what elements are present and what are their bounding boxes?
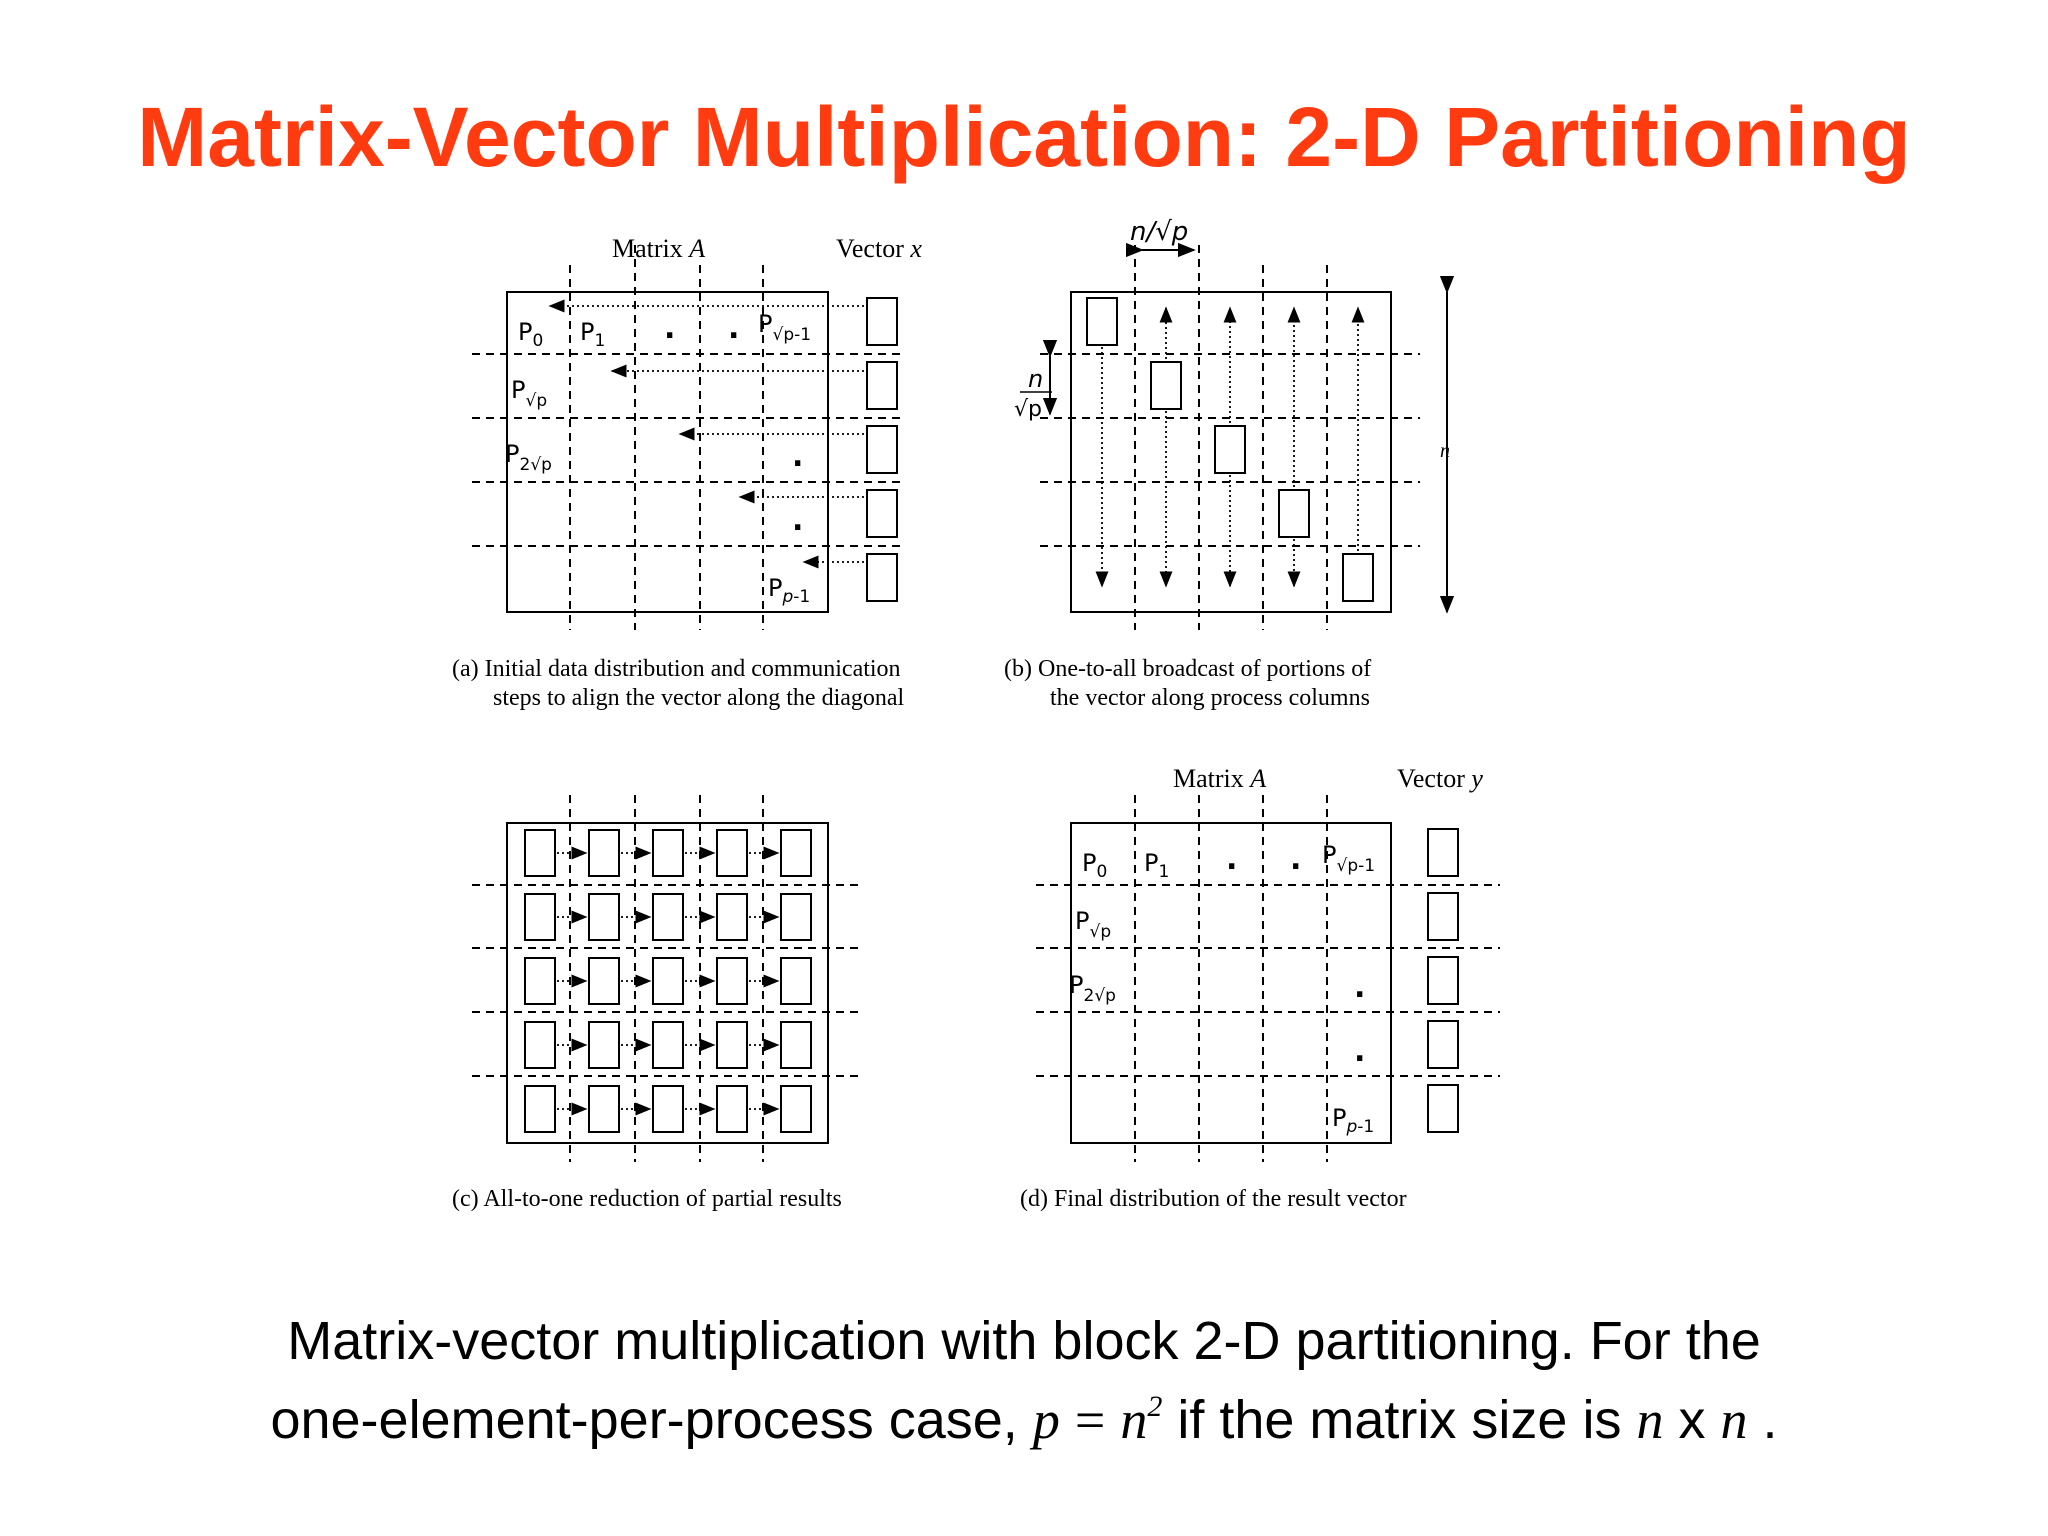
panel-b: [1004, 217, 1450, 711]
panel-b-caption-line1: (b) One-to-all broadcast of portions of: [1004, 656, 1372, 682]
partial-result-block: [717, 1022, 747, 1068]
partial-result-block: [717, 1086, 747, 1132]
partial-result-block: [717, 894, 747, 940]
svg-text:.: .: [1354, 970, 1366, 1005]
partial-result-block: [525, 958, 555, 1004]
partial-result-block: [781, 1086, 811, 1132]
svg-text:P1: $P_1$: [580, 318, 606, 351]
svg-text:Pp-1: $P_p-1$: [1332, 1104, 1375, 1137]
partial-result-block: [781, 894, 811, 940]
partial-result-block: [781, 958, 811, 1004]
svg-text:.: .: [1290, 842, 1302, 877]
svg-text:P0: $P_0$: [1082, 849, 1108, 882]
panel-d: [1020, 764, 1500, 1212]
slide-title: Matrix-Vector Multiplication: 2-D Partitioning: [137, 90, 1911, 184]
svg-text:P2√p: $P_2√p$: [1069, 971, 1116, 1006]
partial-result-block: [589, 958, 619, 1004]
panel-d-vector-y: [1428, 829, 1458, 1132]
panel-a-dots: [664, 311, 803, 538]
svg-text:Pp-1: $P_p-1$: [768, 574, 811, 607]
panel-b-n-label: n: [1440, 440, 1450, 462]
partial-result-block: [525, 1086, 555, 1132]
panel-b-height-label: [1014, 356, 1052, 422]
partial-result-block: [653, 958, 683, 1004]
svg-text:.: .: [792, 503, 804, 538]
description-line-2: one-element-per-process case, $p = n^2$ if the matrix size is n x n .: [270, 1390, 1778, 1450]
partial-result-block: [525, 1022, 555, 1068]
svg-text:P√p: $P_{√p}$: [511, 376, 548, 411]
svg-text:P√p-1: $P_{√p}-1$: [758, 310, 812, 345]
svg-text:.: .: [664, 311, 676, 346]
svg-text:.: .: [1226, 842, 1238, 877]
partial-result-block: [589, 894, 619, 940]
partial-result-block: [653, 830, 683, 876]
partial-result-block: [717, 830, 747, 876]
partial-result-block: [653, 894, 683, 940]
partial-result-block: [781, 1022, 811, 1068]
partial-result-block: [717, 958, 747, 1004]
svg-text:.: .: [1354, 1034, 1366, 1069]
panel-b-caption-line2: the vector along process columns: [1050, 685, 1370, 711]
svg-text:P√p: $P_{√p}$: [1075, 907, 1112, 942]
partial-result-block: [525, 830, 555, 876]
panel-b-width-label: n/√p: [1130, 217, 1189, 247]
partial-result-block: [653, 1086, 683, 1132]
svg-text:P1: $P_1$: [1144, 849, 1170, 882]
panel-d-vector-header: Vector y: [1397, 764, 1483, 793]
panel-a-caption-line1: (a) Initial data distribution and communication: [452, 656, 901, 682]
partial-result-block: [781, 830, 811, 876]
panel-d-matrix-header: Matrix A: [1173, 764, 1267, 793]
panel-d-dots: [1226, 842, 1365, 1069]
panel-c-caption: (c) All-to-one reduction of partial results: [452, 1186, 842, 1212]
partial-result-block: [589, 1022, 619, 1068]
svg-text:P2√p: $P_2√p$: [505, 440, 552, 475]
panel-a-matrix-header: Matrix A: [612, 234, 706, 263]
panel-c: [452, 795, 860, 1212]
partial-result-block: [525, 894, 555, 940]
panel-a-vector-x: [867, 298, 897, 601]
svg-text:n: n: [1028, 365, 1044, 393]
panel-d-caption: (d) Final distribution of the result vector: [1020, 1186, 1407, 1212]
partial-result-block: [589, 830, 619, 876]
panel-a-grid: [472, 245, 900, 630]
svg-text:.: .: [792, 439, 804, 474]
panel-a-vector-header: Vector x: [836, 234, 922, 263]
svg-text:.: .: [728, 311, 740, 346]
svg-text:√p: √p: [1014, 397, 1042, 422]
svg-text:P0: $P_0$: [518, 318, 544, 351]
svg-text:P√p-1: $P_{√p}-1$: [1322, 841, 1376, 876]
partial-result-block: [589, 1086, 619, 1132]
panel-a-caption-line2: steps to align the vector along the diagonal: [493, 685, 905, 711]
panel-a: [452, 234, 922, 711]
description-line-1: Matrix-vector multiplication with block 2-D partitioning. For the: [287, 1311, 1761, 1371]
partial-result-block: [653, 1022, 683, 1068]
